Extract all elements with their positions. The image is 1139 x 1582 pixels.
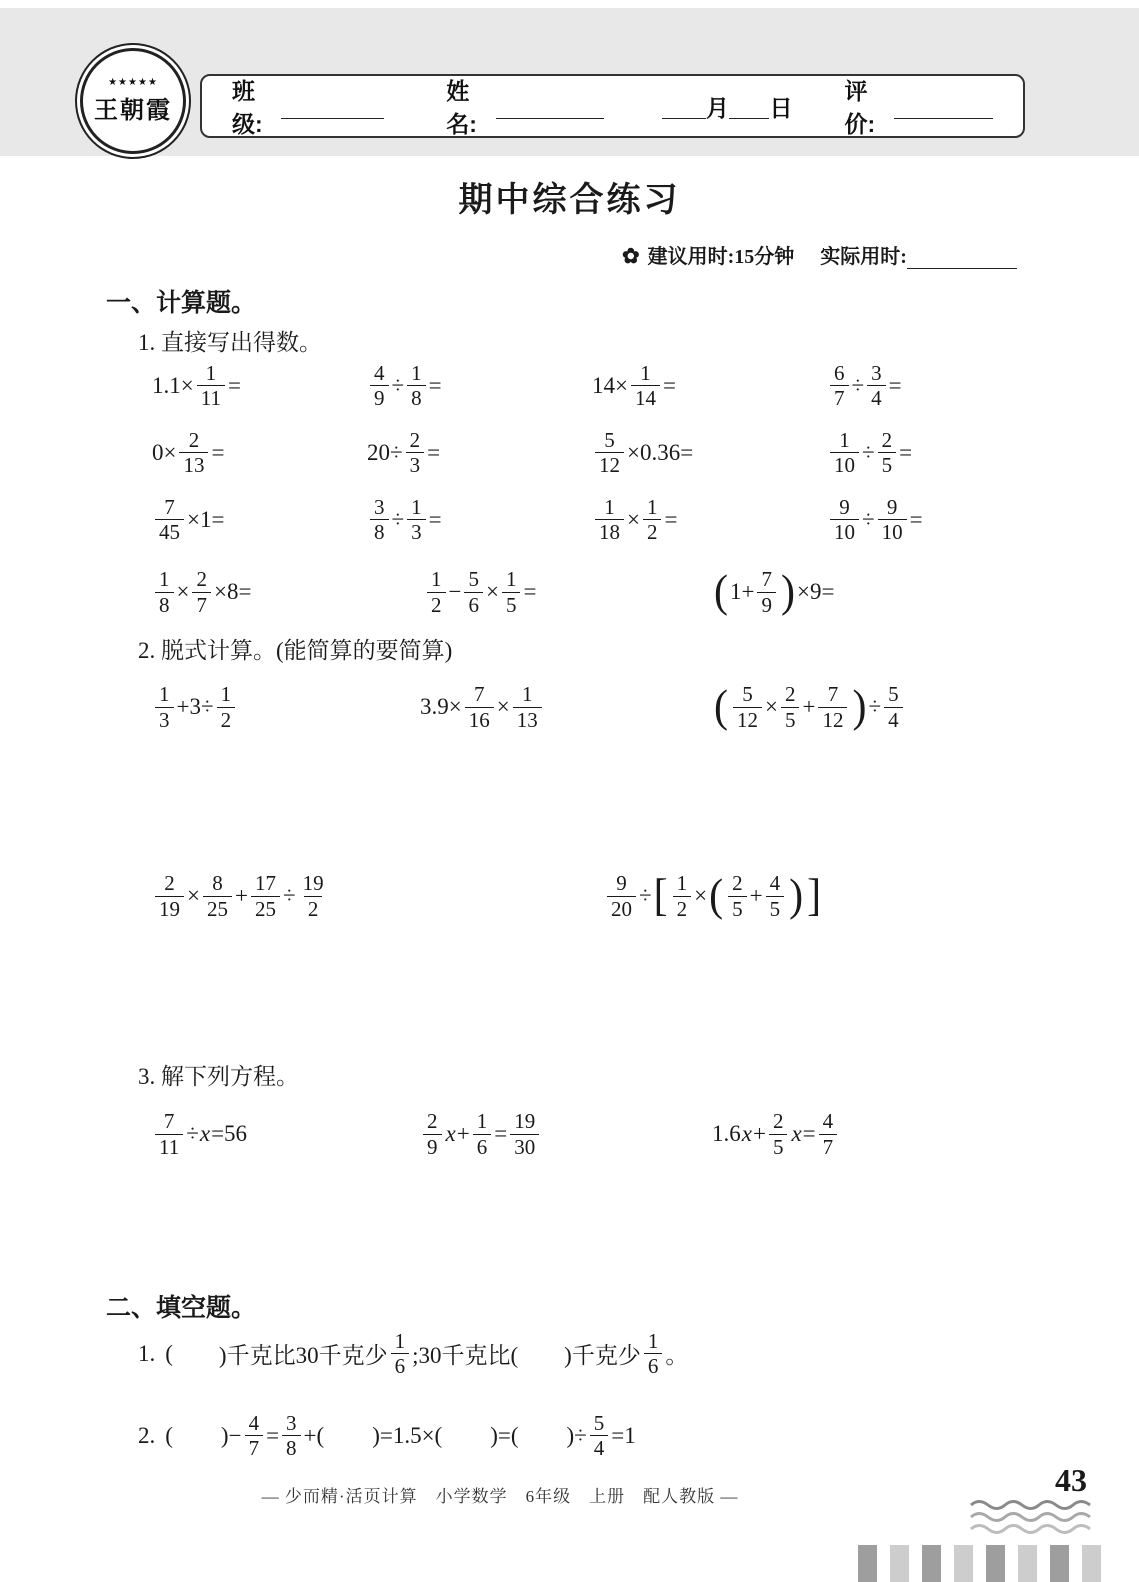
direct-calc-grid — [152, 352, 923, 553]
class-blank — [281, 93, 384, 118]
math-problem: 20÷ $\frac{2}{3}$ = — [367, 427, 441, 477]
day-blank — [729, 93, 769, 118]
math-problem: $\frac{1}{18}$ × $\frac{1}{2}$ = — [592, 496, 827, 543]
page-number: 43 — [1055, 1462, 1087, 1498]
fill-expression: ( )千克比30千克少 $\frac{1}{6}$ ;30千克比( )千克少 $\frac{1}{6}$ 。 — [165, 1329, 689, 1379]
math-problem: $\frac{2}{19}$ × $\frac{8}{25}$ + $\frac{17}{25}$ ÷ $\frac{19}{2}$ — [152, 872, 604, 919]
badge-stars-decoration: ★★★★★ — [108, 77, 158, 88]
math-problem: $\frac{7}{11}$ ÷ x =56 — [152, 1110, 420, 1157]
student-info-box — [200, 74, 1025, 138]
name-label: 姓名: — [446, 78, 477, 137]
month-label: 月 — [706, 94, 730, 121]
math-problem: 14× $\frac{1}{14}$ = — [592, 360, 676, 410]
math-problem: $\frac{1}{3}$ +3÷ $\frac{1}{2}$ — [152, 683, 420, 730]
math-problem: $\frac{6}{7}$ ÷ $\frac{3}{4}$ = — [827, 362, 923, 409]
page-title: 期中综合练习 — [458, 181, 681, 219]
bar-decoration — [858, 1545, 877, 1582]
name-blank — [496, 93, 604, 118]
section2-heading: 二、填空题。 — [106, 1294, 257, 1322]
fill-item — [138, 1330, 688, 1377]
math-problem: $\frac{2}{9}$ x + $\frac{1}{6}$ = $\frac{19}{30}$ — [420, 1110, 712, 1157]
time-note — [622, 240, 1017, 269]
math-problem: $\frac{1}{2}$ − $\frac{5}{6}$ × $\frac{1}{5}$ = — [424, 568, 712, 615]
footer-caption: — 少而精·活页计算 小学数学 6年级 上册 配人教版 — — [261, 1487, 739, 1506]
section1-heading: 一、计算题。 — [106, 289, 257, 317]
suggested-time-label: 建议用时:15分钟 — [647, 246, 795, 268]
badge-title: 王朝霞 — [94, 97, 172, 124]
math-problem: $\frac{5}{12}$ ×0.36= — [592, 429, 827, 476]
actual-time-blank — [907, 247, 1017, 269]
math-problem: ( 1+ $\frac{7}{9}$ ) ×9= — [714, 567, 835, 617]
item-number: 1. — [138, 1340, 156, 1366]
bar-decoration — [922, 1545, 941, 1582]
math-problem: $\frac{9}{10}$ ÷ $\frac{9}{10}$ = — [827, 496, 923, 543]
math-problem: $\frac{3}{8}$ ÷ $\frac{1}{3}$ = — [367, 496, 592, 543]
day-label: 日 — [769, 94, 793, 121]
bar-decoration — [1050, 1545, 1069, 1582]
bar-decoration — [986, 1545, 1005, 1582]
brand-badge — [80, 48, 186, 154]
eval-blank — [894, 93, 993, 118]
month-blank — [662, 93, 706, 118]
math-problem: 1.6 x + $\frac{2}{5}$ x = $\frac{4}{7}$ — [712, 1110, 840, 1157]
solve-equations-heading: 3. 解下列方程。 — [138, 1064, 299, 1089]
eval-label: 评价: — [844, 78, 876, 137]
stepped-calc-row1 — [152, 668, 906, 746]
bar-decoration — [890, 1545, 909, 1582]
stepped-calc-heading: 2. 脱式计算。(能简算的要简算) — [138, 638, 453, 663]
direct-calc-grid-row4 — [152, 556, 834, 628]
wave-decoration — [969, 1498, 1109, 1538]
actual-time-label: 实际用时: — [820, 246, 907, 268]
stepped-calc-row2 — [152, 855, 823, 937]
math-problem: 3.9× $\frac{7}{16}$ × $\frac{1}{13}$ — [420, 683, 712, 730]
item-number: 2. — [138, 1422, 156, 1448]
math-problem: ( $\frac{5}{12}$ × $\frac{2}{5}$ + $\frac{7}{12}$ ) ÷ $\frac{5}{4}$ — [712, 683, 906, 730]
bar-decoration — [1018, 1545, 1037, 1582]
bar-decoration — [954, 1545, 973, 1582]
equations-row — [152, 1095, 840, 1173]
footer-bars-decoration — [858, 1545, 1101, 1582]
math-problem: $\frac{1}{10}$ ÷ $\frac{2}{5}$ = — [827, 429, 923, 476]
flower-icon: ✿ — [622, 244, 640, 268]
math-problem: $\frac{9}{20}$ ÷ [ $\frac{1}{2}$ × ( $\frac{2}{5}$ + $\frac{4}{5}$ ) ] — [604, 872, 823, 919]
math-problem: 0× $\frac{2}{13}$ = — [152, 427, 225, 477]
math-problem: $\frac{4}{9}$ ÷ $\frac{1}{8}$ = — [367, 362, 592, 409]
fill-item — [138, 1412, 636, 1459]
direct-calc-heading: 1. 直接写出得数。 — [138, 330, 322, 355]
math-problem: 1.1× $\frac{1}{11}$ = — [152, 360, 241, 410]
math-problem: $\frac{1}{8}$ × $\frac{2}{7}$ ×8= — [152, 568, 424, 615]
math-problem: $\frac{7}{45}$ ×1= — [152, 496, 367, 543]
class-label: 班级: — [232, 78, 263, 137]
fill-expression: ( )− $\frac{4}{7}$ = $\frac{3}{8}$ +( )=1.5×( )=( )÷ $\frac{5}{4}$ =1 — [165, 1411, 636, 1461]
bar-decoration — [1082, 1545, 1101, 1582]
